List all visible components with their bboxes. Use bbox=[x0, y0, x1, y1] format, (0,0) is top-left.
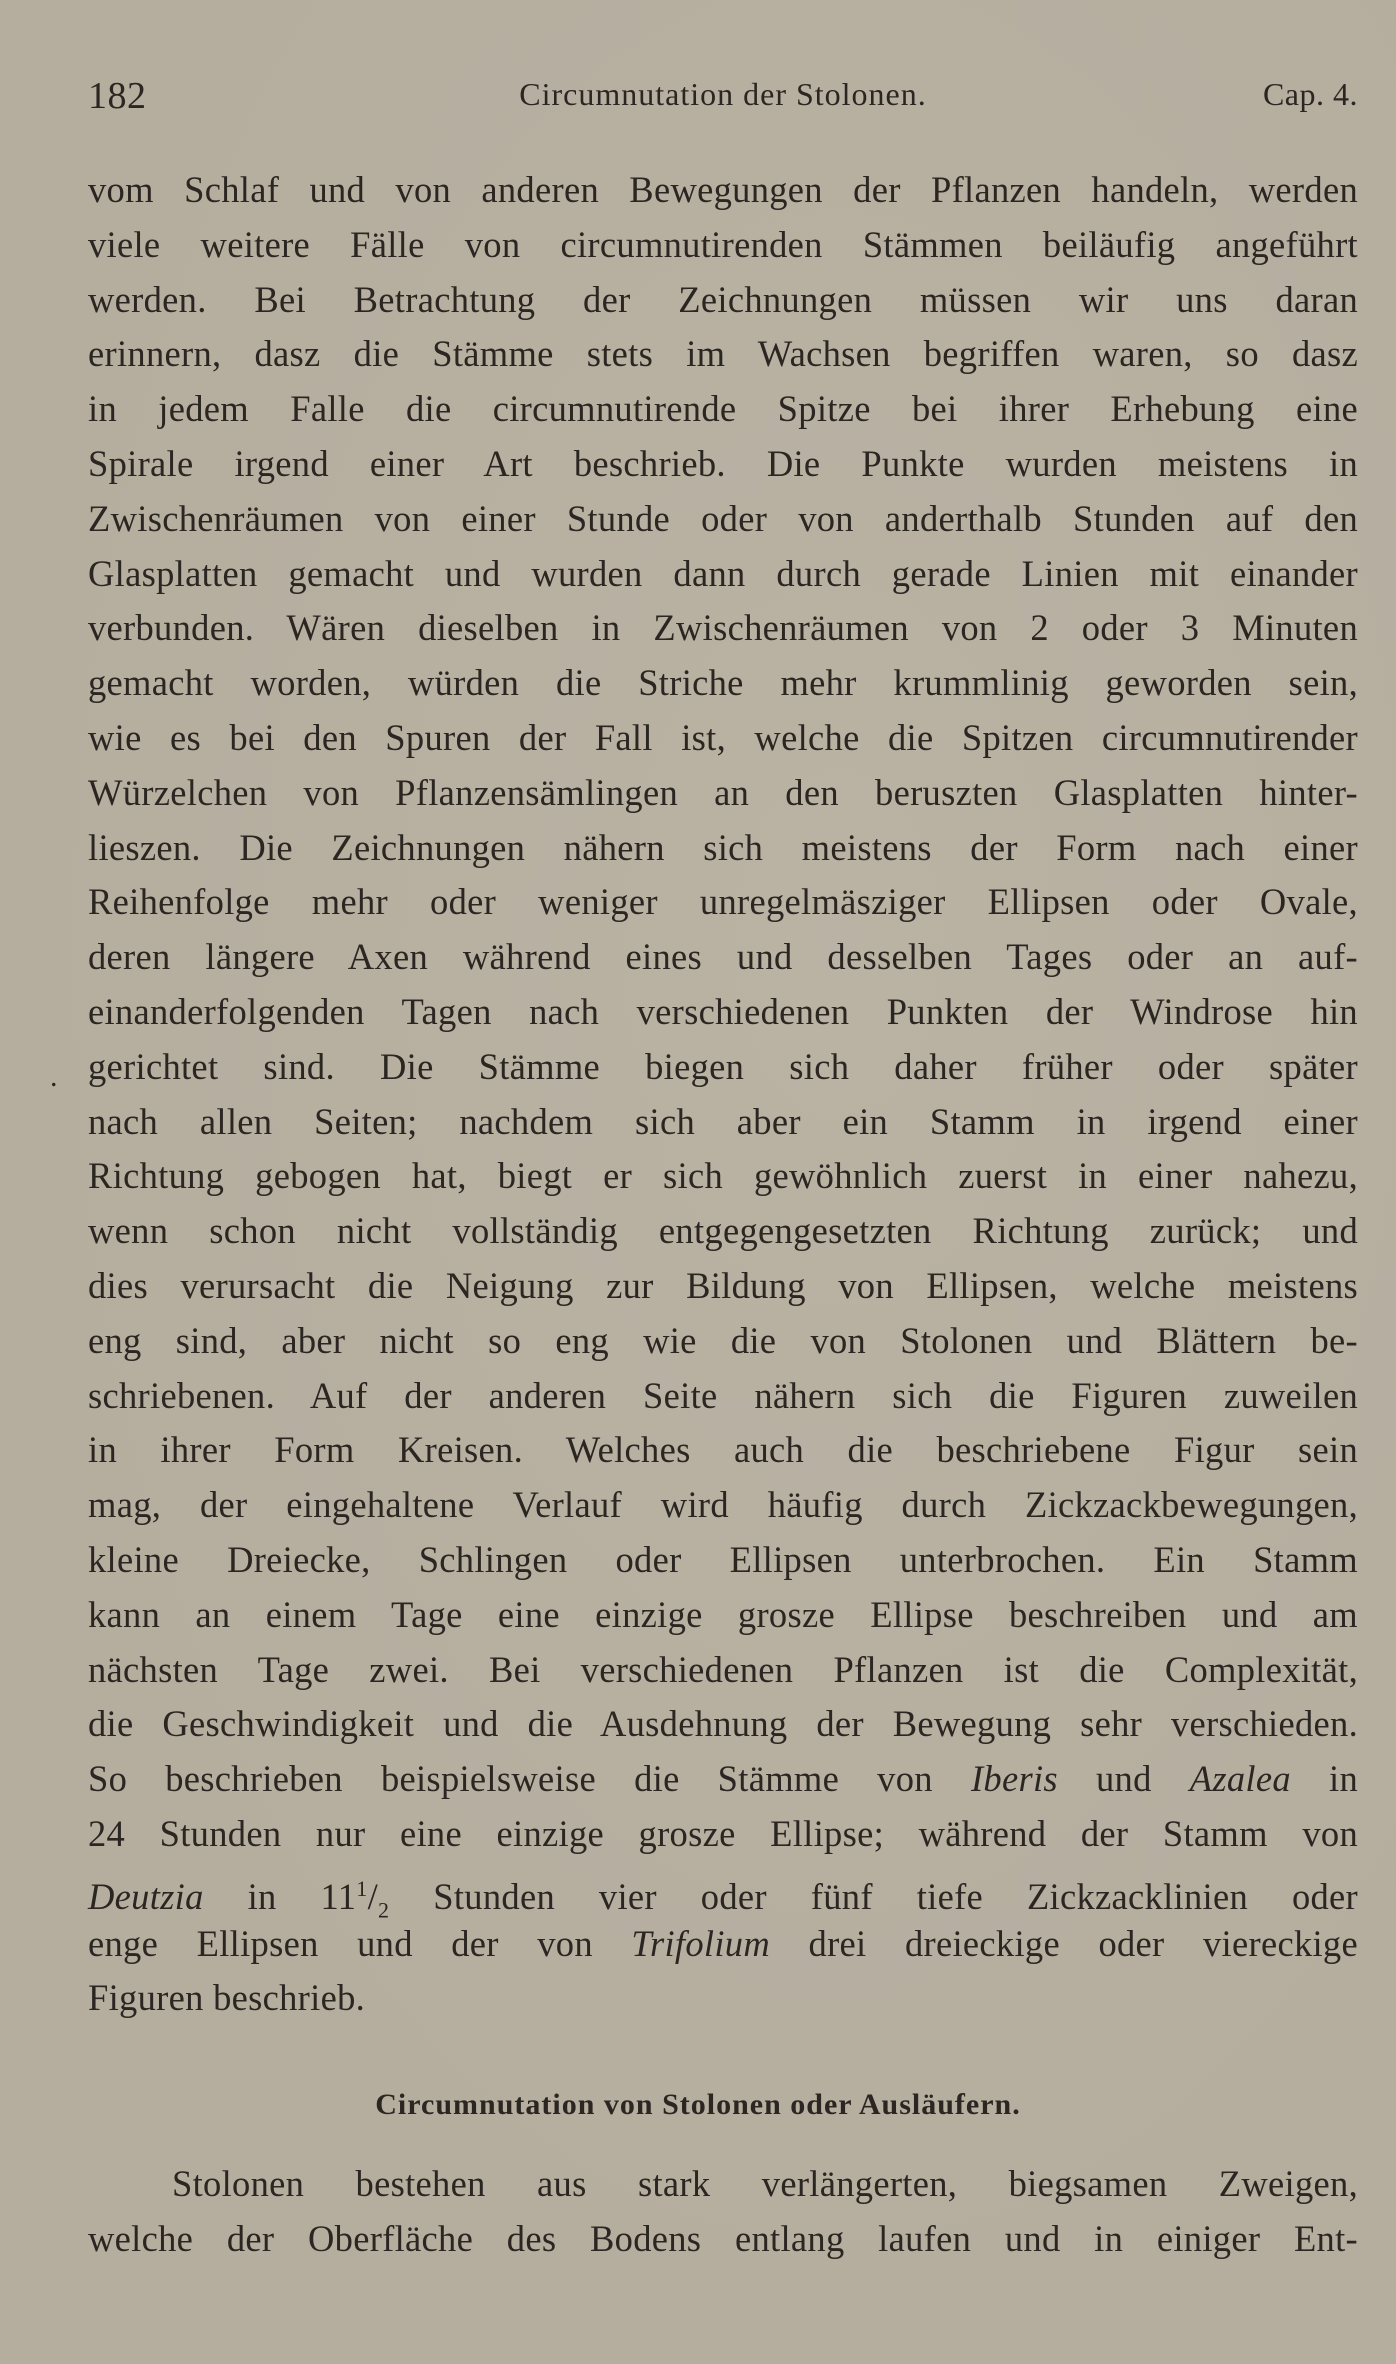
text-run: So beschrieben beispielsweise die Stämme von bbox=[88, 1758, 971, 1800]
species-name: Iberis bbox=[970, 1758, 1058, 1800]
text-line: einanderfolgenden Tagen nach verschiedenen Punkten der Windrose hin bbox=[88, 990, 1358, 1032]
text-line bbox=[88, 1752, 1358, 1807]
text-line: nach allen Seiten; nachdem sich aber ein Stamm in irgend einer bbox=[88, 1100, 1358, 1142]
section-heading: Circumnutation von Stolonen oder Ausläufern. bbox=[375, 2088, 1021, 2121]
text-line: Stolonen bestehen aus stark verlängerten, biegsamen Zweigen, bbox=[172, 2163, 1358, 2204]
text-line bbox=[88, 1917, 1358, 1972]
fraction-denominator: 2 bbox=[378, 1897, 390, 1923]
text-line: lieszen. Die Zeichnungen nähern sich meistens der Form nach einer bbox=[88, 826, 1358, 868]
text-line: gerichtet sind. Die Stämme biegen sich daher früher oder später bbox=[88, 1045, 1358, 1087]
text-run: enge Ellipsen und der von bbox=[88, 1922, 632, 1964]
text-line: Zwischenräumen von einer Stunde oder von anderthalb Stunden auf den bbox=[88, 497, 1358, 539]
text-line: 24 Stunden nur eine einzige grosze Ellipse; während der Stamm von bbox=[88, 1812, 1358, 1854]
text-run: Stunden vier oder fünf tiefe Zickzacklinien oder bbox=[389, 1875, 1358, 1917]
text-line: Richtung gebogen hat, biegt er sich gewöhnlich zuerst in einer nahezu, bbox=[88, 1155, 1358, 1197]
text-line: kleine Dreiecke, Schlingen oder Ellipsen unterbrochen. Ein Stamm bbox=[88, 1538, 1358, 1580]
page-header bbox=[88, 74, 1358, 124]
species-name: Trifolium bbox=[631, 1922, 771, 1964]
text-line: wie es bei den Spuren der Fall ist, welche die Spitzen circumnutirender bbox=[88, 716, 1358, 758]
text-line: schriebenen. Auf der anderen Seite nähern sich die Figuren zuweilen bbox=[88, 1374, 1358, 1416]
text-line: die Geschwindigkeit und die Ausdehnung der Bewegung sehr verschieden. bbox=[88, 1703, 1358, 1745]
text-line: gemacht worden, würden die Striche mehr krummlinig geworden sein, bbox=[88, 662, 1358, 704]
text-line: wenn schon nicht vollständig entgegengesetzten Richtung zurück; und bbox=[88, 1210, 1358, 1252]
species-name: Azalea bbox=[1189, 1758, 1291, 1800]
text-line: deren längere Axen während eines und desselben Tages oder an auf- bbox=[88, 936, 1358, 978]
text-line: welche der Oberfläche des Bodens entlang laufen und in einiger Ent- bbox=[88, 2217, 1358, 2259]
text-line: verbunden. Wären dieselben in Zwischenräumen von 2 oder 3 Minuten bbox=[88, 607, 1358, 649]
text-line: viele weitere Fälle von circumnutirenden Stämmen beiläufig angeführt bbox=[88, 223, 1358, 265]
text-line: Würzelchen von Pflanzensämlingen an den beruszten Glasplatten hinter- bbox=[88, 771, 1358, 813]
text-line: erinnern, dasz die Stämme stets im Wachsen begriffen waren, so dasz bbox=[88, 333, 1358, 375]
section-paragraph bbox=[88, 2157, 1358, 2267]
fraction-numerator: 1 bbox=[356, 1875, 368, 1901]
text-run: in bbox=[1290, 1758, 1358, 1800]
text-run: in 11 bbox=[203, 1875, 357, 1917]
text-run: drei dreieckige oder viereckige bbox=[770, 1922, 1358, 1964]
text-line: dies verursacht die Neigung zur Bildung von Ellipsen, welche meistens bbox=[88, 1264, 1358, 1306]
text-line: in jedem Falle die circumnutirende Spitze bei ihrer Erhebung eine bbox=[88, 388, 1358, 430]
text-run: und bbox=[1057, 1758, 1190, 1800]
text-line: mag, der eingehaltene Verlauf wird häufig durch Zickzackbewegungen, bbox=[88, 1484, 1358, 1526]
text-line: eng sind, aber nicht so eng wie die von Stolonen und Blättern be- bbox=[88, 1319, 1358, 1361]
text-line: Spirale irgend einer Art beschrieb. Die Punkte wurden meistens in bbox=[88, 442, 1358, 484]
text-line: nächsten Tage zwei. Bei verschiedenen Pflanzen ist die Complexität, bbox=[88, 1648, 1358, 1690]
species-name: Deutzia bbox=[88, 1875, 204, 1917]
fraction-slash: / bbox=[367, 1875, 379, 1917]
text-line: kann an einem Tage eine einzige grosze Ellipse beschreiben und am bbox=[88, 1593, 1358, 1635]
main-paragraph bbox=[88, 163, 1358, 2026]
page-number: 182 bbox=[88, 75, 147, 117]
text-line bbox=[88, 1862, 1358, 1923]
text-line: Reihenfolge mehr oder weniger unregelmäsziger Ellipsen oder Ovale, bbox=[88, 881, 1358, 923]
fraction bbox=[356, 1875, 390, 1923]
text-line: werden. Bei Betrachtung der Zeichnungen müssen wir uns daran bbox=[88, 278, 1358, 320]
text-line: Figuren beschrieb. bbox=[88, 1977, 366, 2019]
running-title: Circumnutation der Stolonen. bbox=[519, 76, 927, 112]
margin-mark: . bbox=[50, 1060, 58, 1093]
chapter-label: Cap. 4. bbox=[1262, 76, 1358, 112]
text-line: in ihrer Form Kreisen. Welches auch die beschriebene Figur sein bbox=[88, 1429, 1358, 1471]
text-line: vom Schlaf und von anderen Bewegungen der Pflanzen handeln, werden bbox=[88, 169, 1358, 210]
text-line: Glasplatten gemacht und wurden dann durch gerade Linien mit einander bbox=[88, 552, 1358, 594]
